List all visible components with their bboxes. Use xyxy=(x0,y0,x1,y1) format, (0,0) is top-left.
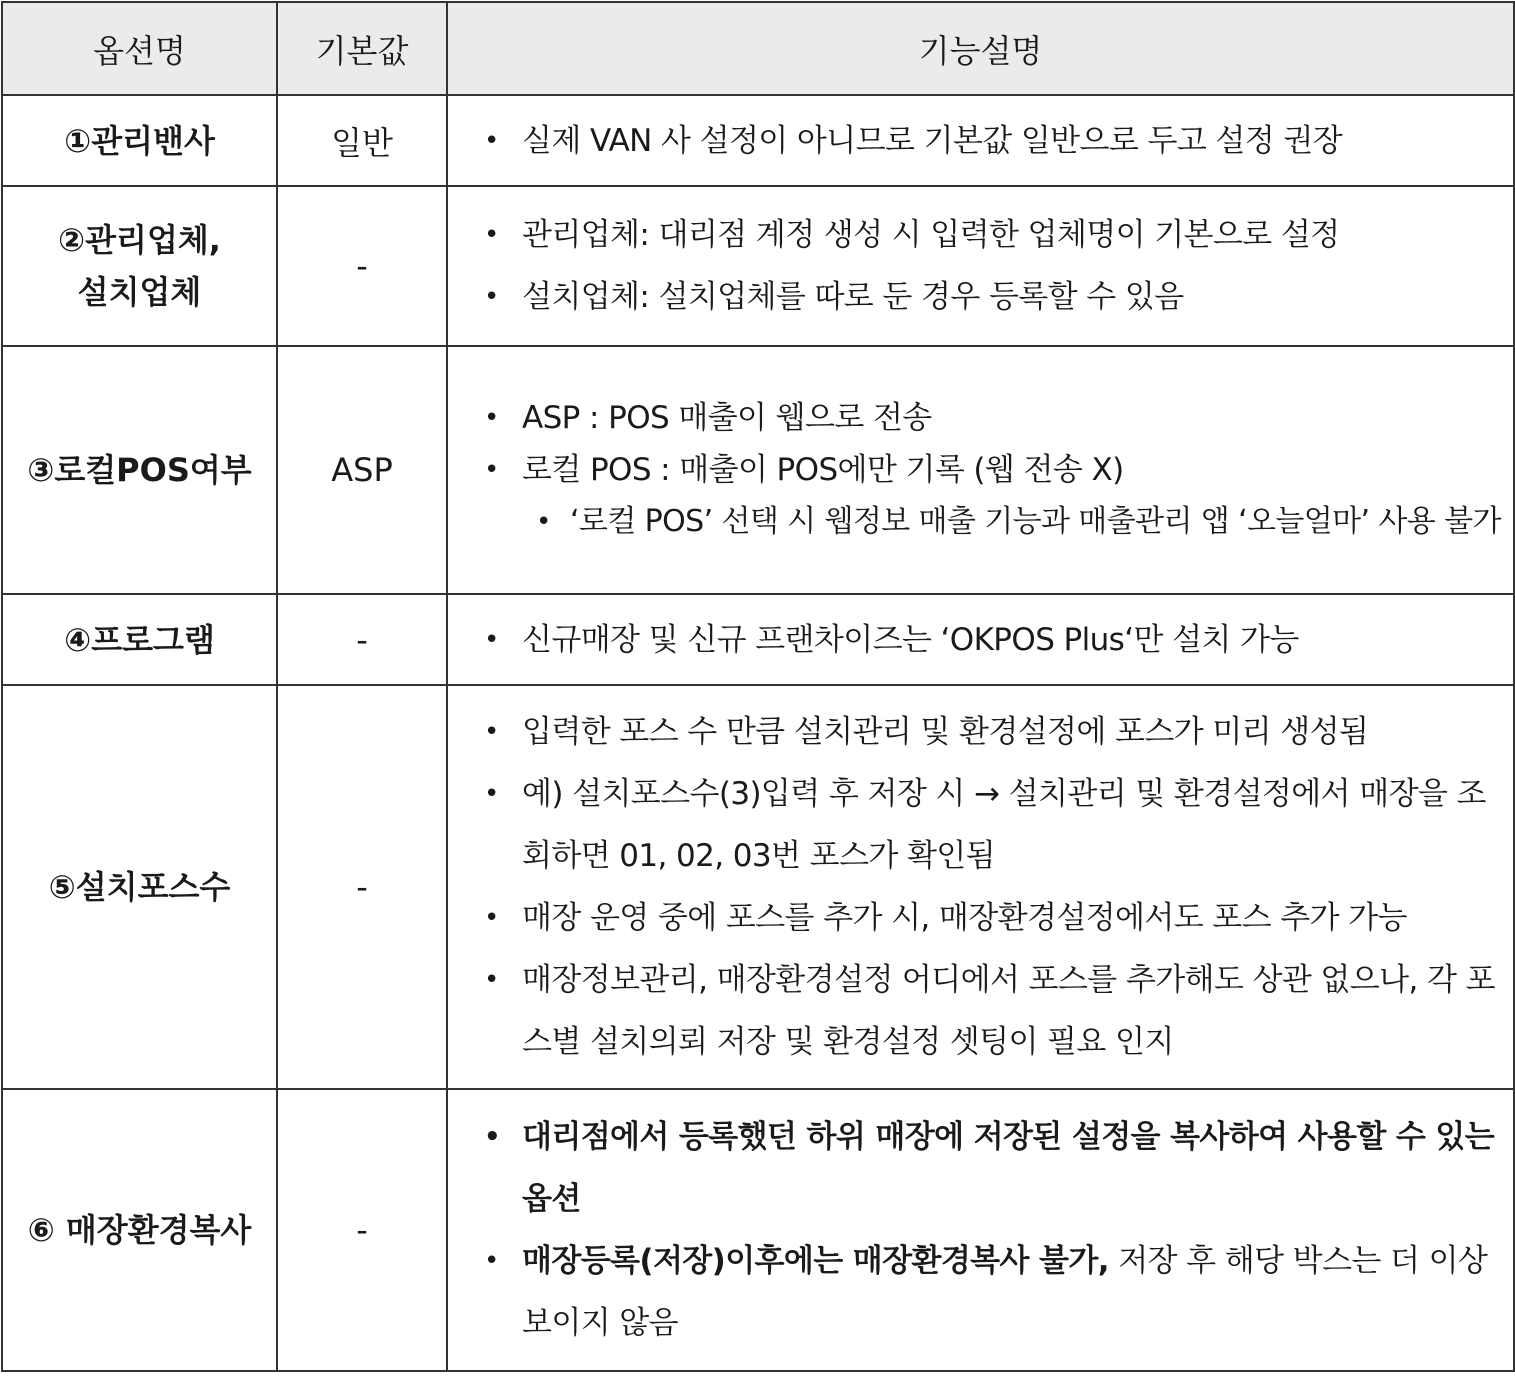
list-item: • 입력한 포스 수 만큼 설치관리 및 환경설정에 포스가 미리 생성됨 xyxy=(474,701,1507,763)
sub-list-item: • ‘로컬 POS’ 선택 시 웹정보 매출 기능과 매출관리 앱 ‘오늘얼마’ 사용 불가 xyxy=(474,496,1507,548)
table-row xyxy=(2,95,1514,186)
description-cell xyxy=(447,346,1514,594)
description-cell xyxy=(447,685,1514,1089)
header-option: 옵션명 xyxy=(2,2,277,95)
header-description: 기능설명 xyxy=(447,2,1514,95)
list-item: • 매장정보관리, 매장환경설정 어디에서 포스를 추가해도 상관 없으나, 각 포스별 설치의뢰 저장 및 환경설정 셋팅이 필요 인지 xyxy=(474,949,1507,1073)
list-item: • 대리점에서 등록했던 하위 매장에 저장된 설정을 복사하여 사용할 수 있는 옵션 xyxy=(474,1106,1507,1230)
table-row xyxy=(2,1089,1514,1371)
option-name-line: 설치업체 xyxy=(77,273,202,311)
list-item: • 실제 VAN 사 설정이 아니므로 기본값 일반으로 두고 설정 권장 xyxy=(474,110,1507,172)
table-row xyxy=(2,346,1514,594)
default-value: - xyxy=(277,594,447,685)
header-row xyxy=(2,2,1514,95)
list-item: • 관리업체: 대리점 계정 생성 시 입력한 업체명이 기본으로 설정 xyxy=(474,204,1507,266)
default-value: - xyxy=(277,685,447,1089)
list-item: • 매장 운영 중에 포스를 추가 시, 매장환경설정에서도 포스 추가 가능 xyxy=(474,887,1507,949)
default-value: 일반 xyxy=(277,95,447,186)
header-default: 기본값 xyxy=(277,2,447,95)
default-value: - xyxy=(277,186,447,346)
table-row xyxy=(2,186,1514,346)
option-name xyxy=(2,186,277,346)
option-name: ⑤설치포스수 xyxy=(2,685,277,1089)
table-row xyxy=(2,594,1514,685)
list-item: • 설치업체: 설치업체를 따로 둔 경우 등록할 수 있음 xyxy=(474,266,1507,328)
description-cell xyxy=(447,1089,1514,1371)
emphasis-text: 매장등록(저장)이후에는 매장환경복사 불가, xyxy=(522,1243,1109,1279)
list-item-text: 저장 후 해당 박스는 더 이상 보이지 않음 xyxy=(522,1243,1488,1341)
option-name: ①관리밴사 xyxy=(2,95,277,186)
description-cell xyxy=(447,594,1514,685)
option-name: ⑥ 매장환경복사 xyxy=(2,1089,277,1371)
option-table xyxy=(1,1,1515,1372)
option-name: ③로컬POS여부 xyxy=(2,346,277,594)
list-item: • 예) 설치포스수(3)입력 후 저장 시 → 설치관리 및 환경설정에서 매장을 조회하면 01, 02, 03번 포스가 확인됨 xyxy=(474,763,1507,887)
list-item xyxy=(474,1230,1507,1354)
table-row xyxy=(2,685,1514,1089)
list-item: • 로컬 POS : 매출이 POS에만 기록 (웹 전송 X) xyxy=(474,444,1507,496)
default-value: ASP xyxy=(277,346,447,594)
list-item: • ASP : POS 매출이 웹으로 전송 xyxy=(474,392,1507,444)
description-cell xyxy=(447,186,1514,346)
option-name-line: ②관리업체, xyxy=(58,221,221,259)
default-value: - xyxy=(277,1089,447,1371)
description-cell xyxy=(447,95,1514,186)
option-name: ④프로그램 xyxy=(2,594,277,685)
list-item: • 신규매장 및 신규 프랜차이즈는 ‘OKPOS Plus‘만 설치 가능 xyxy=(474,609,1507,671)
